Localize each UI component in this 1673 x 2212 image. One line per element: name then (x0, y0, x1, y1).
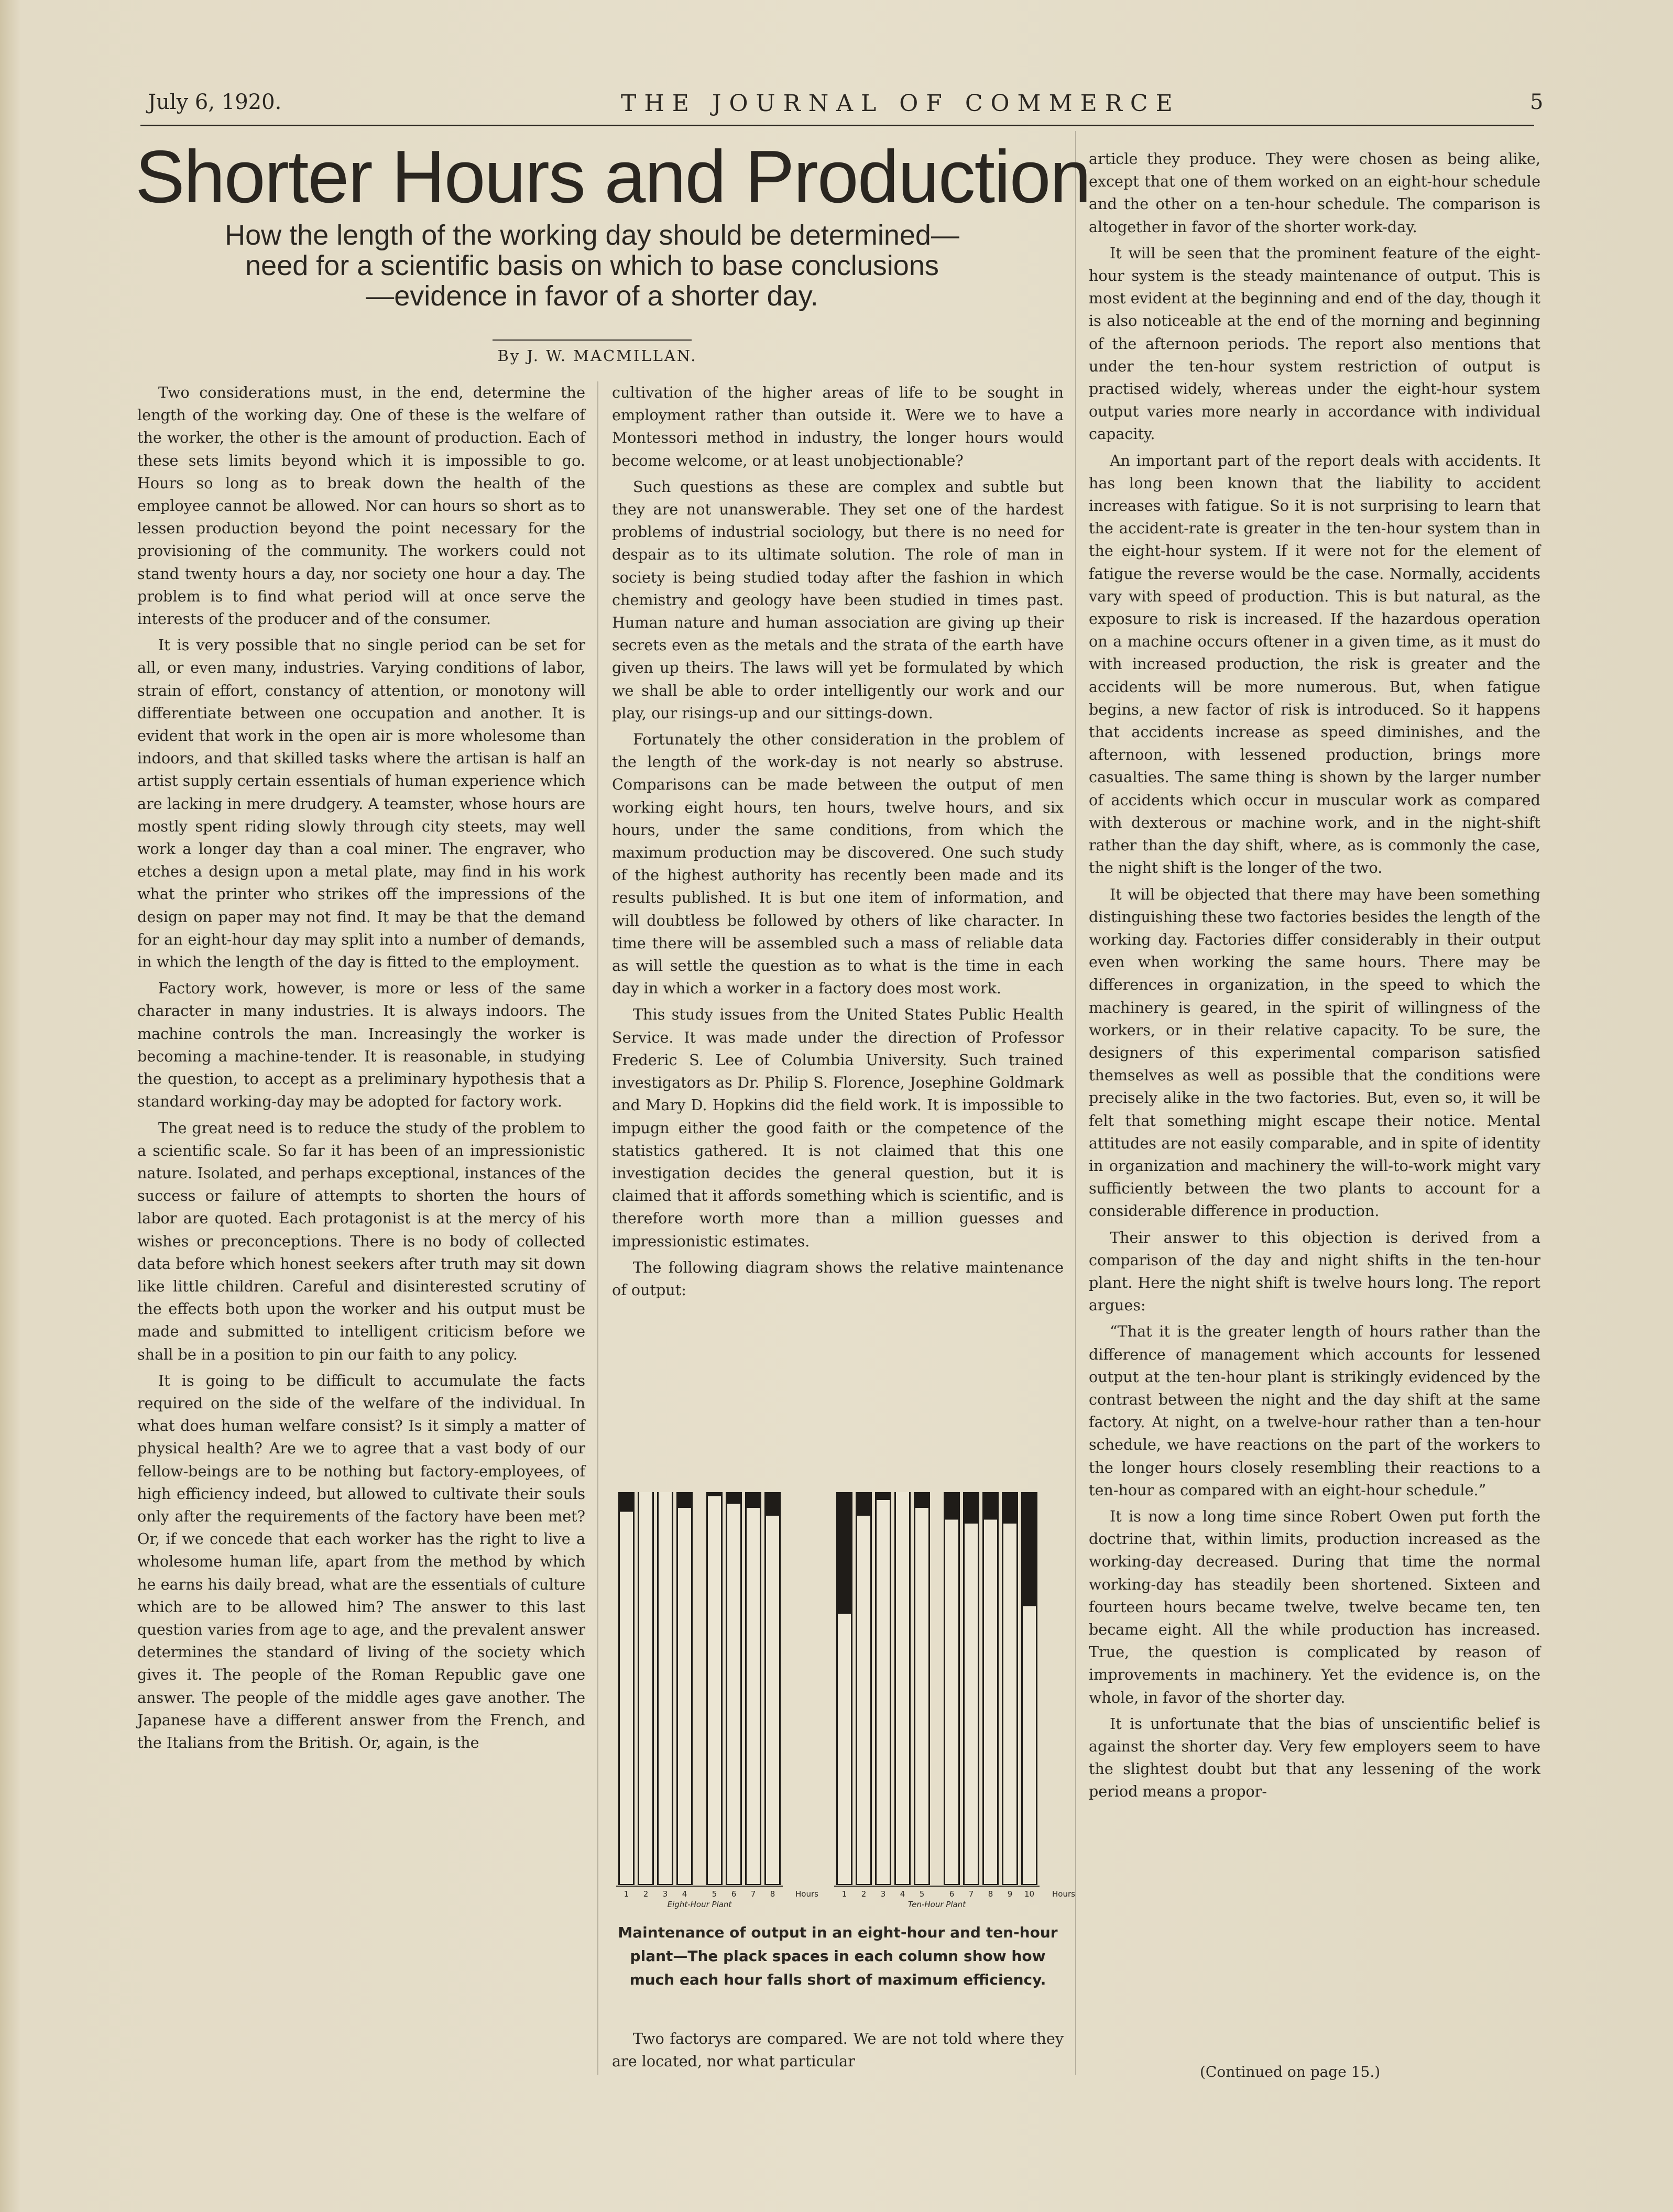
paragraph: Such questions as these are complex and subtle but they are not unanswerable. They set one of the hardest problems of industrial sociology, but there is no need for despair as to its ultimate solution. The role of man in society is being studied today after the fashion in which chemistry and geology have been studied in times past. Human nature and human association are giving up their secrets even as the metals and the strata of the earth have given up theirs. The laws will yet be formulated by which we shall be able to order intelligently our work and our play, our risings-up and our sittings-down. (612, 477, 1064, 722)
article-column-2-continued (612, 2028, 1064, 2076)
tick-label: 3 (662, 1889, 668, 1899)
tick-label: 8 (770, 1889, 775, 1899)
x-axis-label: Eight-Hour Plant (667, 1900, 732, 1909)
publication-name: THE JOURNAL OF COMMERCE (621, 90, 1180, 117)
output-maintenance-chart (612, 1476, 1075, 1917)
column-divider (1075, 131, 1076, 2075)
paragraph: The following diagram shows the relative maintenance of output: (612, 1258, 1064, 1299)
article-column-2 (612, 381, 1064, 1305)
output-bar (945, 1520, 958, 1885)
tick-label: 6 (731, 1889, 737, 1899)
output-bar (838, 1614, 851, 1885)
output-bar (659, 1492, 672, 1884)
byline-rule (493, 340, 692, 341)
paragraph: It will be objected that there may have been something distinguishing these two factories besides the length of the working day. Factories differ considerably in their output even when working the same hours. There may be differences in organization, in the speed to which the machinery is geared, in the spirit of willingness of the workers, or in their relative capacity. To be sure, the designers of this experimental comparison satisfied themselves as well as possible that the conditions were precisely alike in the two factories. But, even so, it will be felt that something might escape their notice. Mental attitudes are not easily comparable, and in spite of identity in organization and machinery the will-to-work might vary sufficiently between the two plants to account for a considerable difference in production. (1089, 885, 1540, 1220)
tick-label: 2 (643, 1889, 649, 1899)
axis-unit-label: Hours (795, 1889, 818, 1899)
tick-label: 3 (880, 1889, 886, 1899)
paragraph: It is going to be difficult to accumulate the facts required on the side of the welfare of the individual. In what does human welfare consist? Is it simply a matter of physical health? Are we to agree that a vast body of our fellow-beings are to be nothing but factory-employees, of high efficiency indeed, but allowed to cultivate their souls only after the requirements of the factory have been met? Or, if we concede that each worker has the right to live a wholesome human life, apart from the method by which he earns his daily bread, what are the essentials of culture which are to be allowed him? The answer to this last question varies from age to age, and the prevalent answer determines the standard of living of the society which gives it. The people of the Roman Republic gave one answer. The people of the middle ages gave another. The Japanese have a different answer from the French, and the Italians from the British. Or, again, is the (137, 1371, 585, 1751)
tick-label: 8 (988, 1889, 993, 1899)
tick-label: 2 (861, 1889, 867, 1899)
tick-label: 4 (682, 1889, 687, 1899)
output-bar (727, 1504, 740, 1885)
output-bar (877, 1500, 890, 1884)
chart-caption: Maintenance of output in an eight-hour and ten-hour plant—The plack spaces in each column show how much each hour falls short of maximum efficiency. (618, 1924, 1058, 1988)
tick-label: 7 (968, 1889, 974, 1899)
output-bar (1023, 1606, 1036, 1885)
tick-label: 1 (624, 1889, 629, 1899)
paragraph: Two factorys are compared. We are not told where they are located, nor what particular (612, 2030, 1064, 2071)
paragraph: Factory work, however, is more or less of the same character in many industries. It is always indoors. The machine controls the man. Increasingly the worker is becoming a machine-tender. It is reasonable, in studying the question, to accept as a preliminary hypothesis that a standard working-day may be adopted for factory work. (137, 979, 585, 1111)
header-rule (140, 125, 1534, 126)
paragraph: Two considerations must, in the end, determine the length of the working day. One of these is the welfare of the worker, the other is the amount of production. Each of these sets limits beyond which it is impossible to go. Hours so long as to break down the health of the employee cannot be allowed. Nor can hours so short as to lessen production beyond the point necessary for the provisioning of the community. The workers could not stand twenty hours a day, nor society one hour a day. The problem is to find what period will at once serve the interests of the producer and of the consumer. (137, 384, 585, 628)
output-bar (708, 1496, 721, 1885)
output-bar (984, 1520, 997, 1885)
subheadline-line: How the length of the working day should be determined— (225, 220, 959, 251)
paragraph: Their answer to this objection is derived from a comparison of the day and night shifts in the ten-hour plant. Here the night shift is twelve hours long. The report argues: (1089, 1228, 1540, 1315)
paragraph: article they produce. They were chosen as being alike, except that one of them worked on an eight-hour schedule and the other on a ten-hour schedule. The comparison is altogether in favor of the shorter work-day. (1089, 150, 1540, 236)
tick-label: 1 (841, 1889, 847, 1899)
output-bar (965, 1524, 978, 1884)
paragraph: An important part of the report deals with accidents. It has long been known that the liability to accident increases with fatigue. So it is not surprising to learn that the accident-rate is greater in the ten-hour system than in the eight-hour system. If it were not for the element of fatigue the reverse would be the case. Normally, accidents vary with speed of production. This is but natural, as the exposure to risk is increased. If the hazardous operation on a machine occurs oftener in a given time, as it must do with increased production, the risk is greater and the accidents will be more numerous. But, when fatigue begins, a new factor of risk is introduced. So it happens that accidents increase as speed diminishes, and the afternoon, with lessened production, brings more casualties. The same thing is shown by the larger number of accidents which occur in muscular work as compared with dexterous or machine work, and in the night-shift rather than the day shift, where, as is commonly the case, the night shift is the longer of the two. (1089, 451, 1540, 877)
page-number: 5 (1530, 90, 1544, 114)
subheadline-line: —evidence in favor of a shorter day. (366, 280, 818, 312)
tick-label: 5 (919, 1889, 925, 1899)
output-bar (915, 1508, 928, 1884)
output-bar (766, 1516, 779, 1884)
tick-label: 5 (712, 1889, 717, 1899)
issue-date: July 6, 1920. (148, 90, 282, 114)
output-bar (620, 1512, 633, 1885)
article-column-1 (137, 381, 585, 1758)
article-subheadline (131, 220, 1053, 311)
column-divider (597, 381, 598, 2075)
paragraph: It is now a long time since Robert Owen put forth the doctrine that, within limits, production increased as the working-day decreased. During that time the normal working-day has steadily been shortened. Sixteen and fourteen hours became twelve, twelve became ten, ten became eight. All the while production has increased. True, the question is complicated by reason of improvements in machinery. Yet the evidence is, on the whole, in favor of the shorter day. (1089, 1507, 1540, 1706)
continuation-note: (Continued on page 15.) (1200, 2063, 1381, 2080)
paragraph: This study issues from the United States Public Health Service. It was made under the direction of Professor Frederic S. Lee of Columbia University. Such trained investigators as Dr. Philip S. Florence, Josephine Goldmark and Mary D. Hopkins did the field work. It is impossible to impugn either the good faith or the competence of the statistics gathered. It is not claimed that this one investigation decides the general question, but it is claimed that it affords something which is scientific, and is therefore worth more than a million guesses and impressionistic estimates. (612, 1005, 1064, 1250)
paragraph: cultivation of the higher areas of life to be sought in employment rather than outside it. Were we to have a Montessori method in industry, the longer hours would become welcome, or at least unobjectionable? (612, 384, 1064, 469)
paragraph: “That it is the greater length of hours rather than the difference of management which accounts for lessened output at the ten-hour plant is strikingly evidenced by the contrast between the night and the day shift at the same factory. At night, on a twelve-hour rather than a ten-hour schedule, we have reactions on the part of the workers to the longer hours closely resembling their reactions to a ten-hour as compared with an eight-hour schedule.” (1089, 1322, 1540, 1499)
tick-label: 4 (900, 1889, 905, 1899)
paragraph: It is very possible that no single period can be set for all, or even many, industries. Varying conditions of labor, strain of effort, constancy of attention, or monotony will differentiate between one occupation and another. It is evident that work in the open air is more wholesome than indoors, and that skilled tasks where the artisan is half an artist supply certain essentials of human experience which are lacking in mere drudgery. A teamster, whose hours are mostly spent riding slowly through city steets, may well work a longer day than a coal miner. The engraver, who etches a design upon a metal plate, may find in his work what the printer who strikes off the impressions of the design on paper may not find. It may be that the demand for an eight-hour day may split into a number of demands, in which the length of the day is fitted to the employment. (137, 636, 585, 971)
subheadline-line: need for a scientific basis on which to base conclusions (245, 250, 939, 281)
byline: By J. W. MACMILLAN. (497, 347, 697, 365)
output-bar (1003, 1524, 1016, 1884)
paragraph: Fortunately the other consideration in the problem of the length of the work-day is not nearly so abstruse. Comparisons can be made between the output of men working eight hours, ten hours, twelve hours, and six hours, under the same conditions, from which the maximum production may be discovered. One such study of the highest authority has recently been made and its results published. It is but one item of information, and will doubtless be followed by others of like character. In time there will be assembled such a mass of reliable data as will settle the question as to what is the time in each day in which a worker in a factory does most work. (612, 730, 1064, 998)
paragraph: It is unfortunate that the bias of unscientific belief is against the shorter day. Very few employers seem to have the slightest doubt but that any lessening of the work period means a propor- (1089, 1714, 1540, 1801)
article-headline: Shorter Hours and Production (135, 135, 1090, 218)
x-axis-label: Ten-Hour Plant (907, 1900, 966, 1909)
output-bar (639, 1492, 652, 1884)
axis-unit-label: Hours (1052, 1889, 1075, 1899)
tick-label: 9 (1007, 1889, 1013, 1899)
output-bar (678, 1508, 691, 1884)
tick-label: 6 (949, 1889, 955, 1899)
output-bar (896, 1492, 909, 1884)
paragraph: The great need is to reduce the study of the problem to a scientific scale. So far it has been of an impressionistic nature. Isolated, and perhaps exceptional, instances of the success or failure of attempts to shorten the hours of labor are quoted. Each protagonist is at the mercy of his wishes or preconceptions. There is no body of collected data before which honest seekers after truth may sit down like little children. Careful and disinterested scrutiny of the effects both upon the worker and his output must be made and submitted to intelligent criticism before we shall be in a position to pin our faith to any policy. (137, 1119, 585, 1363)
output-bar (747, 1508, 760, 1884)
tick-label: 10 (1024, 1889, 1035, 1899)
tick-label: 7 (750, 1889, 756, 1899)
output-bar (857, 1516, 870, 1884)
paragraph: It will be seen that the prominent feature of the eight-hour system is the steady maintenance of output. This is most evident at the beginning and end of the day, though it is also noticeable at the end of the morning and beginning of the afternoon periods. The report also mentions that under the ten-hour system restriction of output is practised widely, whereas under the eight-hour system output varies more nearly in accordance with individual capacity. (1089, 244, 1540, 443)
article-column-3 (1089, 148, 1540, 1807)
